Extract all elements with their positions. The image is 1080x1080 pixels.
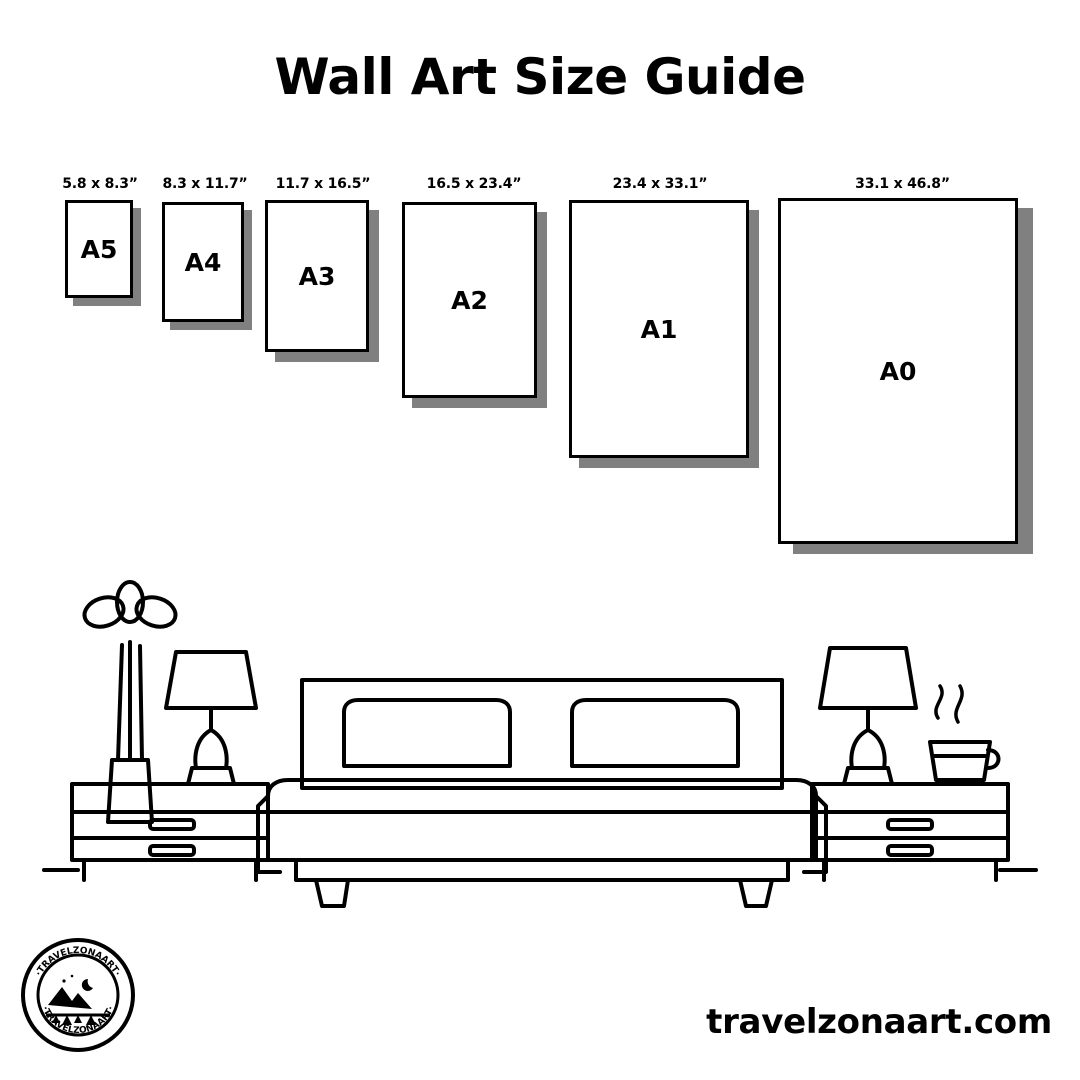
brand-logo — [18, 935, 138, 1055]
coffee-cup-icon — [930, 686, 999, 780]
frame-box-a4[interactable] — [162, 202, 244, 322]
frame-group-a5 — [55, 160, 145, 320]
drawer-handle-lower-left — [150, 846, 194, 855]
frame-dimension-label-a4: 8.3 x 11.7” — [162, 176, 248, 192]
drawer-handle-upper-left — [150, 820, 194, 829]
bed-mattress — [268, 780, 816, 860]
website-url[interactable]: travelzonaart.com — [706, 1002, 1052, 1042]
logo-text-bottom: ·TRAVELZONAART· — [39, 1005, 117, 1037]
frame-group-a0 — [770, 160, 1035, 590]
logo-moon-icon — [82, 979, 93, 991]
frame-group-a2 — [394, 160, 554, 460]
frame-box-a2[interactable] — [402, 202, 537, 398]
frame-size-label-a0: A0 — [879, 356, 917, 386]
frame-dimension-label-a3: 11.7 x 16.5” — [275, 176, 371, 192]
logo-text-top: ·TRAVELZONAART· — [34, 945, 122, 978]
page-title: Wall Art Size Guide — [274, 48, 806, 106]
frame-group-a1 — [560, 160, 760, 520]
pillow-left — [344, 700, 510, 766]
frame-box-a1[interactable] — [569, 200, 749, 458]
pillow-right — [572, 700, 738, 766]
frame-group-a4 — [150, 160, 260, 360]
steam-line-2 — [956, 686, 962, 722]
bed-leg-left — [316, 880, 348, 906]
frame-size-label-a5: A5 — [80, 234, 118, 264]
frame-dimension-label-a0: 33.1 x 46.8” — [855, 176, 950, 192]
lamp-left-icon — [166, 652, 256, 784]
frame-dimension-label-a2: 16.5 x 23.4” — [426, 176, 522, 192]
bed-illustration — [258, 680, 826, 906]
frame-box-a5[interactable] — [65, 200, 133, 298]
nightstand-right — [812, 784, 1008, 880]
frame-size-label-a1: A1 — [640, 314, 678, 344]
frame-size-label-a4: A4 — [184, 247, 222, 277]
bed-base — [296, 860, 788, 880]
frame-size-label-a2: A2 — [451, 285, 488, 315]
lamp-right-icon — [820, 648, 916, 784]
frame-box-a3[interactable] — [265, 200, 369, 352]
frame-box-a0[interactable] — [778, 198, 1018, 544]
frame-dimension-label-a5: 5.8 x 8.3” — [62, 176, 138, 192]
bedroom-illustration — [0, 560, 1080, 920]
frame-size-label-a3: A3 — [298, 261, 336, 291]
drawer-handle-upper-right — [888, 820, 932, 829]
size-chart — [0, 160, 1080, 600]
frame-dimension-label-a1: 23.4 x 33.1” — [612, 176, 708, 192]
brand-logo-svg — [18, 935, 138, 1055]
drawer-handle-lower-right — [888, 846, 932, 855]
steam-line-1 — [936, 686, 942, 718]
nightstand-left — [72, 784, 268, 880]
bed-leg-right — [740, 880, 772, 906]
bed-headboard — [302, 680, 782, 788]
bedroom-scene-svg — [0, 560, 1080, 920]
frame-group-a3 — [258, 160, 388, 410]
